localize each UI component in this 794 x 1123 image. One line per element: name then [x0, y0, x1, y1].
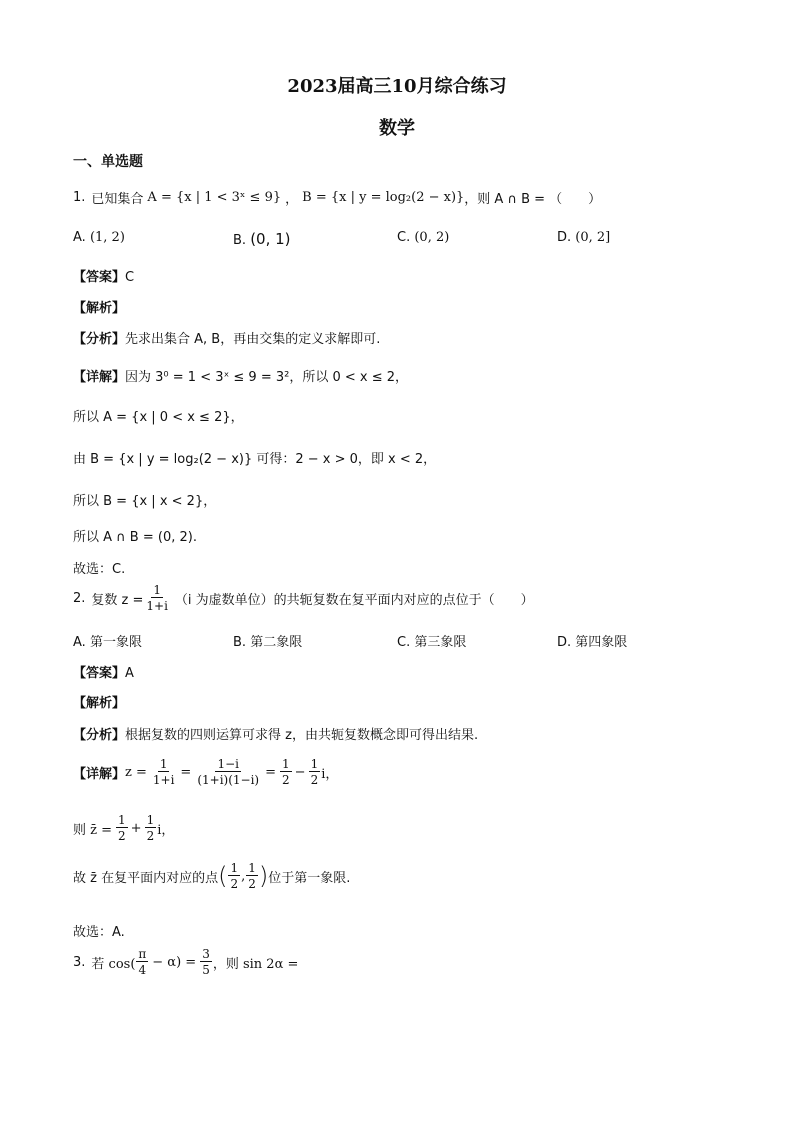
fenxi-text: 根据复数的四则运算可求得 z，由共轭复数概念即可得出结果.: [125, 728, 479, 743]
separator: ，: [285, 192, 299, 207]
question-text: 复数 z =: [91, 592, 144, 608]
fraction: [280, 758, 292, 786]
question-3-stem: [73, 948, 298, 976]
math-text: i，: [321, 766, 339, 782]
solution-line: 所以 B = {x | x < 2}，: [73, 494, 217, 509]
question-text-end: （i 为虚数单位）的共轭复数在复平面内对应的点位于（ ）: [174, 592, 534, 608]
math-text: 故 z̄ 在复平面内对应的点: [73, 870, 219, 886]
numerator: 1: [230, 861, 239, 875]
option-a: [73, 230, 125, 245]
question-text: 已知集合: [91, 192, 144, 207]
section-heading-single-choice: 一、单选题: [73, 154, 143, 170]
option-letter: B.: [233, 635, 247, 650]
option-letter: A.: [73, 635, 86, 650]
set-b-expression: B = {x | y = log₂(2 − x)}: [302, 190, 465, 205]
math-text: =: [265, 764, 277, 780]
option-d: [557, 631, 627, 650]
option-value: 第一象限: [89, 635, 142, 650]
answer-tag: 【答案】: [73, 666, 126, 681]
option-value: 第三象限: [414, 635, 467, 650]
option-b: [233, 230, 291, 248]
numerator: 1: [153, 583, 161, 597]
denominator: (1+i)(1−i): [197, 773, 260, 787]
numerator: 1−i: [217, 757, 239, 771]
xiangjie-line: [73, 366, 408, 385]
answer-line: [73, 266, 134, 285]
fraction: [145, 814, 157, 842]
option-letter: D.: [557, 230, 572, 245]
fraction: [116, 814, 128, 842]
numerator: π: [138, 947, 147, 961]
math-text: +: [130, 820, 142, 836]
option-value: 第四象限: [575, 635, 628, 650]
answer-value: A: [125, 666, 134, 681]
option-letter: A.: [73, 230, 86, 245]
option-a: [73, 631, 142, 650]
denominator: 2: [230, 877, 239, 891]
fenxi-text: 先求出集合 A, B，再由交集的定义求解即可.: [125, 332, 381, 347]
xiangjie-line: [73, 758, 338, 786]
fenxi-line: [73, 724, 478, 743]
question-number: 1.: [73, 190, 86, 205]
option-value: (1, 2): [89, 230, 125, 245]
numerator: 1: [248, 861, 256, 875]
numerator: 1: [159, 757, 168, 771]
analysis-tag: 【解析】: [73, 696, 126, 711]
denominator: 5: [202, 963, 210, 977]
math-text: −: [294, 764, 306, 780]
fraction: [309, 758, 321, 786]
denominator: 4: [138, 963, 147, 977]
fraction: [246, 862, 258, 890]
option-d: [557, 230, 610, 245]
question-text-end: ，则 A ∩ B = （ ）: [464, 192, 602, 207]
conjugate-line: [73, 814, 174, 842]
denominator: 1+i: [146, 599, 168, 613]
math-text: − α) =: [152, 954, 197, 970]
answer-line: [73, 662, 134, 681]
numerator: 1: [282, 757, 290, 771]
numerator: 1: [146, 813, 155, 827]
numerator: 3: [202, 947, 210, 961]
choose-line: 故选：C.: [73, 562, 126, 577]
fraction: [195, 758, 261, 786]
subject-title: 数学: [379, 118, 415, 139]
option-letter: D.: [557, 635, 572, 650]
option-c: [397, 631, 466, 650]
fenxi-tag: 【分析】: [73, 332, 126, 347]
xiangjie-text: 因为 3⁰ = 1 < 3ˣ ≤ 9 = 3²，所以 0 < x ≤ 2，: [125, 370, 409, 385]
solution-line: 由 B = {x | y = log₂(2 − x)} 可得：2 − x > 0，即 x < 2，: [73, 452, 437, 467]
question-2-stem: [73, 584, 534, 612]
math-text: z =: [125, 764, 147, 780]
answer-tag: 【答案】: [73, 270, 126, 285]
denominator: 1+i: [152, 773, 175, 787]
math-text: 则 z̄ =: [73, 822, 113, 838]
analysis-tag: 【解析】: [73, 301, 126, 316]
question-number: 2.: [73, 590, 86, 606]
denominator: 2: [118, 829, 126, 843]
denominator: 2: [310, 773, 319, 787]
math-text: =: [180, 764, 192, 780]
math-text: i，: [157, 822, 175, 838]
option-letter: C.: [397, 635, 411, 650]
fraction: [200, 948, 212, 976]
denominator: 2: [248, 877, 256, 891]
math-text: 若 cos(: [91, 956, 136, 972]
denominator: 2: [146, 829, 155, 843]
option-b: [233, 631, 302, 650]
fraction: [151, 758, 177, 786]
math-text: 位于第一象限.: [268, 870, 351, 886]
fenxi-tag: 【分析】: [73, 728, 126, 743]
xiangjie-tag: 【详解】: [73, 766, 126, 782]
math-text: ，则 sin 2α =: [212, 956, 299, 972]
solution-line: 所以 A = {x | 0 < x ≤ 2}，: [73, 410, 244, 425]
page-title: 2023届高三10月综合练习: [287, 76, 507, 97]
option-value: 第二象限: [250, 635, 303, 650]
question-1-stem: [73, 188, 601, 207]
fraction: [144, 584, 170, 612]
option-value: (0, 1): [250, 230, 291, 248]
option-letter: B.: [233, 233, 247, 248]
point-line: 故 z̄ 在复平面内对应的点 ( $\frac{1}{2}$ , $\frac{1}{2}$ ) 位于第一象限.: [73, 861, 351, 891]
math-text: ,: [241, 868, 246, 884]
fraction: [228, 862, 240, 890]
choose-line: 故选：A.: [73, 925, 125, 940]
answer-value: C: [125, 270, 135, 285]
set-a-expression: A = {x | 1 < 3ˣ ≤ 9}: [147, 190, 282, 205]
option-c: [397, 230, 449, 245]
fraction: [136, 948, 148, 976]
option-letter: C.: [397, 230, 411, 245]
solution-line: 所以 A ∩ B = (0, 2).: [73, 530, 197, 545]
option-value: (0, 2): [414, 230, 450, 245]
denominator: 2: [282, 773, 290, 787]
xiangjie-tag: 【详解】: [73, 370, 126, 385]
fenxi-line: [73, 328, 380, 347]
option-value: (0, 2]: [575, 230, 611, 245]
numerator: 1: [118, 813, 126, 827]
numerator: 1: [310, 757, 319, 771]
question-number: 3.: [73, 954, 86, 970]
